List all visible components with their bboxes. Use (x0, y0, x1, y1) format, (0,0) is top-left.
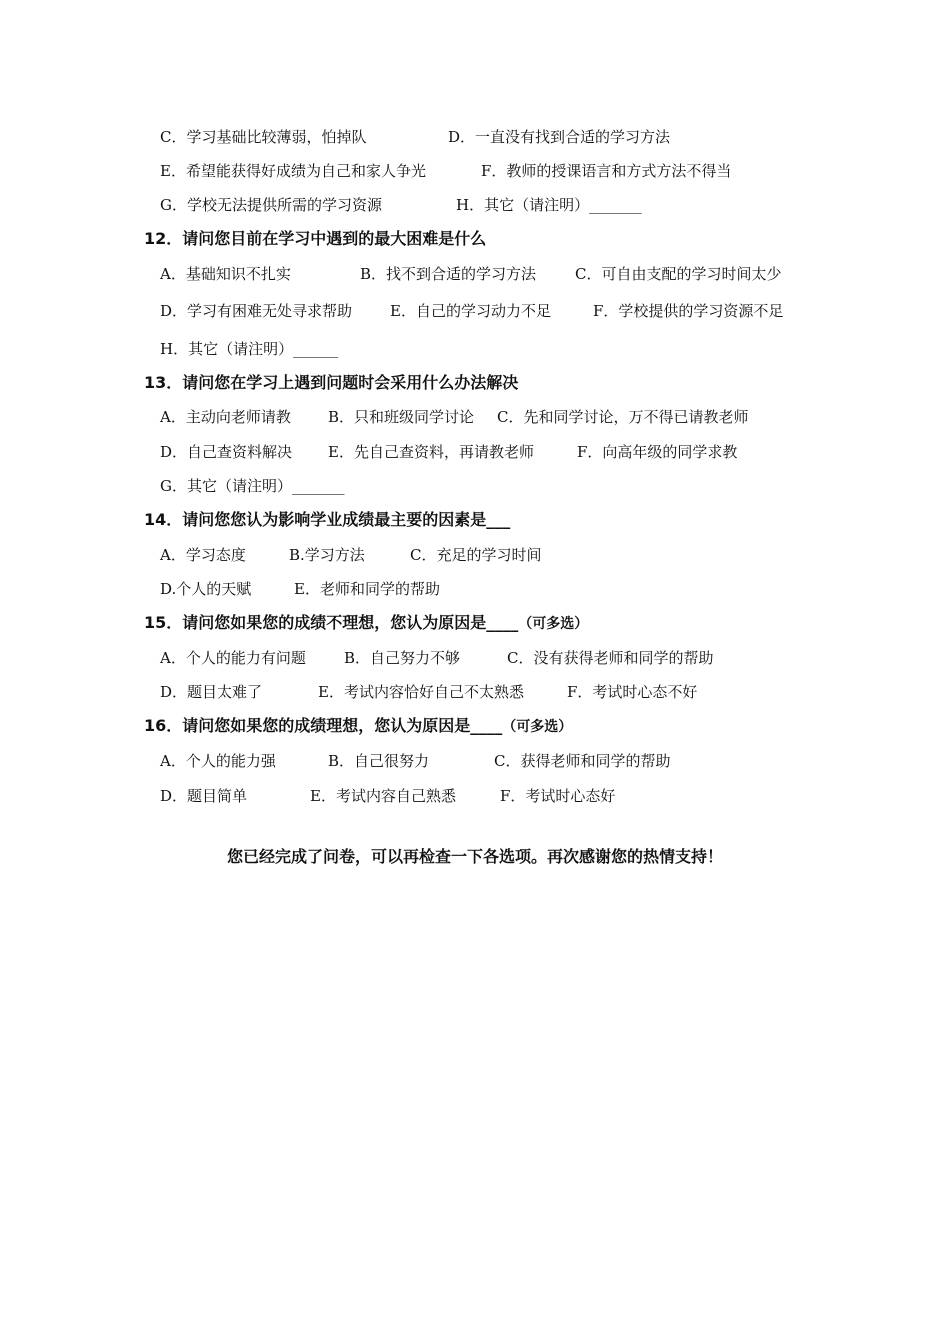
q14-option-e: E．老师和同学的帮助 (294, 580, 440, 598)
question-16-title (144, 716, 572, 737)
q12-option-d: D．学习有困难无处寻求帮助 (160, 302, 353, 320)
option-e: E．希望能获得好成绩为自己和家人争光 (160, 162, 426, 180)
q16-option-c: C．获得老师和同学的帮助 (494, 752, 671, 770)
q12-option-c: C．可自由支配的学习时间太少 (575, 265, 782, 283)
q13-option-b: B．只和班级同学讨论 (328, 408, 475, 426)
q15-option-b: B．自己努力不够 (344, 649, 461, 667)
q15-option-c: C．没有获得老师和同学的帮助 (507, 649, 714, 667)
option-h: H．其它（请注明）_______ (456, 196, 642, 214)
q12-option-e: E．自己的学习动力不足 (390, 302, 551, 320)
q14-option-c: C．充足的学习时间 (410, 546, 542, 564)
q12-option-h: H．其它（请注明）______ (160, 340, 339, 358)
q15-option-f: F．考试时心态不好 (567, 683, 698, 701)
q13-option-f: F．向高年级的同学求教 (577, 443, 738, 461)
q15-option-e: E．考试内容恰好自己不太熟悉 (318, 683, 524, 701)
q13-option-a: A．主动向老师请教 (160, 408, 291, 426)
question-13-title: 13．请问您在学习上遇到问题时会采用什么办法解决 (144, 373, 519, 392)
q13-option-d: D．自己查资料解决 (160, 443, 293, 461)
q14-option-d: D.个人的天赋 (160, 580, 252, 598)
q12-option-f: F．学校提供的学习资源不足 (593, 302, 784, 320)
q16-option-f: F．考试时心态好 (500, 787, 616, 805)
q13-option-g: G．其它（请注明）_______ (160, 477, 345, 495)
question-16-text: 16．请问您如果您的成绩理想，您认为原因是____ (144, 716, 503, 735)
q16-option-b: B．自己很努力 (328, 752, 430, 770)
q14-option-a: A．学习态度 (160, 546, 246, 564)
q16-option-d: D．题目简单 (160, 787, 248, 805)
q13-option-e: E．先自己查资料，再请教老师 (328, 443, 534, 461)
closing-message: 您已经完成了问卷，可以再检查一下各选项。再次感谢您的热情支持！ (226, 847, 723, 866)
q16-option-a: A．个人的能力强 (160, 752, 276, 770)
question-15-text: 15．请问您如果您的成绩不理想，您认为原因是____ (144, 613, 519, 632)
question-12-title: 12．请问您目前在学习中遇到的最大困难是什么 (144, 229, 487, 248)
q15-option-d: D．题目太难了 (160, 683, 263, 701)
multi-select-note: （可多选） (518, 616, 589, 632)
question-14-title: 14．请问您您认为影响学业成绩最主要的因素是___ (144, 510, 511, 529)
q12-option-b: B．找不到合适的学习方法 (360, 265, 537, 283)
multi-select-note: （可多选） (502, 719, 573, 735)
q13-option-c: C．先和同学讨论，万不得已请教老师 (497, 408, 749, 426)
option-d: D．一直没有找到合适的学习方法 (448, 128, 671, 146)
q15-option-a: A．个人的能力有问题 (160, 649, 306, 667)
option-f: F．教师的授课语言和方式方法不得当 (481, 162, 732, 180)
option-g: G．学校无法提供所需的学习资源 (160, 196, 382, 214)
q14-option-b: B.学习方法 (289, 546, 365, 564)
question-15-title (144, 613, 588, 634)
q16-option-e: E．考试内容自己熟悉 (310, 787, 456, 805)
q12-option-a: A．基础知识不扎实 (160, 265, 291, 283)
option-c: C．学习基础比较薄弱，怕掉队 (160, 128, 367, 146)
